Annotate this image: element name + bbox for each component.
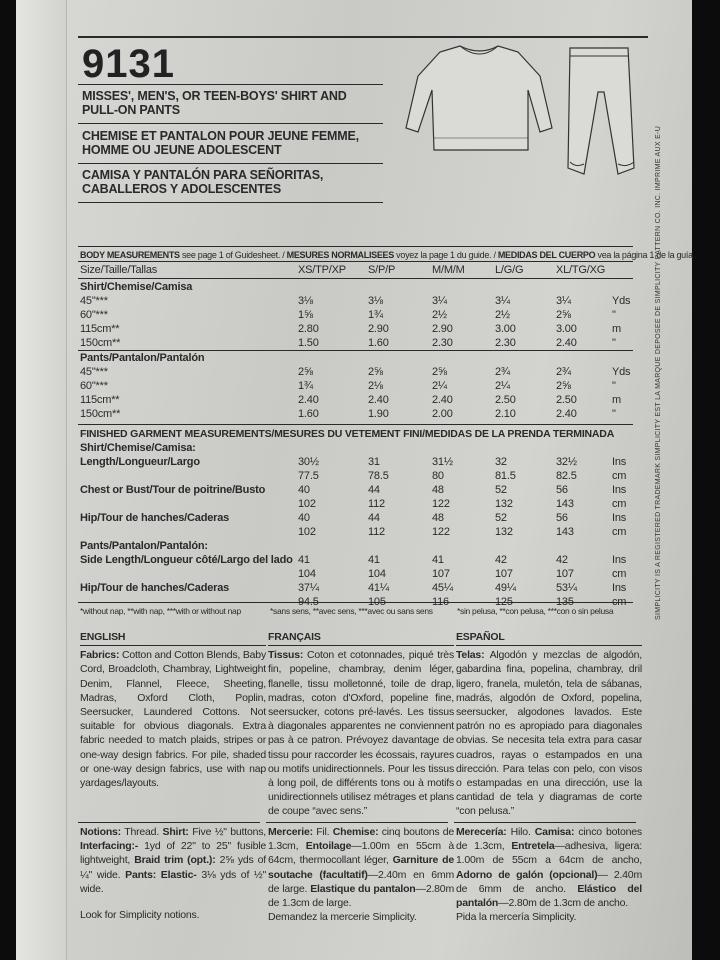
cell-value: 3⅛ (298, 295, 313, 307)
cell-value: 3⅛ (368, 295, 383, 307)
cell-value: 30½ (298, 456, 319, 468)
text-segment: 1yd of 22" to 25" fusible lightweight, (80, 840, 266, 867)
cell-value: 44 (368, 512, 380, 524)
heading-bold: MESURES NORMALISEES (286, 250, 394, 260)
bold-term: Adorno de galón (opcional) (456, 868, 598, 881)
text-segment: Hilo. (506, 826, 535, 838)
cell-value: 40 (298, 512, 310, 524)
size-label: Size/Taille/Tallas (80, 264, 158, 276)
text-segment: Fil. (312, 826, 333, 838)
unit-label: cm (612, 498, 627, 510)
text-segment: —2.80m de 1.3cm de large. (268, 882, 454, 910)
row-label: 45"*** (80, 366, 108, 378)
cell-value: 41 (298, 554, 310, 566)
cell-value: 2.40 (556, 408, 577, 420)
cell-value: 45¼ (432, 582, 453, 594)
row-label: Hip/Tour de hanches/Caderas (80, 512, 230, 524)
section-title: Shirt/Chemise/Camisa (80, 281, 193, 293)
bold-term: Braid trim (opt.): (134, 854, 216, 867)
cell-value: 3¼ (432, 295, 447, 307)
cell-value: 2.40 (298, 394, 319, 406)
unit-label: m (612, 323, 621, 335)
finished-heading: FINISHED GARMENT MEASUREMENTS/MESURES DU VETEMENT FINI/MEDIDAS DE LA PRENDA TERMINADA (80, 428, 615, 440)
cell-value: 31 (368, 456, 380, 468)
cell-value: 81.5 (495, 470, 516, 482)
text-segment: —2.40m en 6mm de large. (268, 868, 454, 895)
text-segment: 3⅛ yds of ½" wide. (80, 868, 267, 895)
body-measurements-heading (80, 250, 695, 260)
unit-label: Ins (612, 456, 627, 468)
unit-label: cm (612, 526, 627, 538)
unit-label: Yds (612, 295, 631, 307)
cell-value: 2.40 (368, 394, 389, 406)
cell-value: 112 (368, 498, 385, 510)
fabrics-text (80, 648, 266, 790)
cell-value: 3¼ (556, 295, 571, 307)
notions-text (268, 825, 454, 910)
cell-value: 40 (298, 484, 310, 496)
cell-value: 42 (556, 554, 568, 566)
size-m: M/M/M (432, 264, 465, 276)
cell-value: 42 (495, 554, 507, 566)
row-label: 115cm** (80, 394, 120, 406)
divider (78, 424, 633, 425)
pants-illustration (562, 42, 638, 182)
cell-value: 48 (432, 484, 444, 496)
text-segment: — 2.40m de 6mm de ancho. (456, 868, 642, 895)
cell-value: 2.40 (432, 394, 453, 406)
cell-value: 1⅝ (298, 309, 313, 321)
table-row (80, 407, 640, 421)
row-label: 150cm** (80, 408, 121, 420)
cell-value: 2.50 (556, 394, 577, 406)
section-title: Pants/Pantalon/Pantalón (80, 352, 205, 364)
divider (454, 822, 636, 823)
unit-label: " (612, 337, 616, 349)
cell-value: 104 (368, 568, 386, 580)
top-rule (78, 36, 648, 38)
cell-value: 125 (495, 596, 513, 608)
table-row (80, 379, 640, 393)
cell-value: 102 (298, 498, 316, 510)
row-label: Hip/Tour de hanches/Caderas (80, 582, 230, 594)
cell-value: 56 (556, 512, 568, 524)
cell-value: 1.60 (368, 337, 389, 349)
language-heading: ESPAÑOL (456, 630, 642, 646)
cell-value: 102 (298, 526, 316, 538)
cell-value: 2¼ (432, 380, 447, 392)
table-row (80, 525, 640, 539)
cell-value: 94.5 (298, 596, 319, 608)
cell-value: 52 (495, 484, 507, 496)
language-column (80, 630, 266, 790)
cell-value: 3.00 (556, 323, 577, 335)
cell-value: 56 (556, 484, 568, 496)
cell-value: 44 (368, 484, 380, 496)
bold-term: Merecería: (456, 826, 507, 838)
row-label: 115cm** (80, 323, 120, 335)
cell-value: 3.00 (495, 323, 516, 335)
cell-value: 2⅝ (368, 366, 383, 378)
row-label: 60"*** (80, 380, 108, 392)
table-row (80, 469, 640, 483)
notions-column (268, 825, 454, 924)
cell-value: 107 (432, 568, 450, 580)
table-row (80, 553, 640, 567)
divider (78, 278, 633, 279)
cell-value: 78.5 (368, 470, 389, 482)
cell-value: 2⅝ (432, 366, 447, 378)
pattern-number: 9131 (82, 42, 175, 86)
bold-term: Chemise: (332, 826, 379, 838)
fabrics-text (268, 648, 454, 818)
unit-label: " (612, 380, 616, 392)
bold-term: Camisa: (534, 826, 575, 838)
heading-text: vea la página 1 de la guía. (595, 250, 695, 260)
divider (78, 822, 260, 823)
cell-value: 135 (556, 596, 574, 608)
size-l: L/G/G (495, 264, 524, 276)
cell-value: 32½ (556, 456, 577, 468)
table-row (80, 567, 640, 581)
text-segment: Five ½" buttons, (188, 826, 266, 838)
fabrics-text (456, 648, 642, 818)
divider (78, 123, 383, 124)
divider (78, 261, 633, 262)
bold-term: Interfacing:- (80, 840, 139, 853)
heading-bold: BODY MEASUREMENTS (80, 250, 180, 260)
cell-value: 132 (495, 526, 513, 538)
cell-value: 116 (432, 596, 449, 608)
cell-value: 2⅝ (556, 380, 571, 392)
row-label: 45"*** (80, 295, 108, 307)
language-heading: ENGLISH (80, 630, 266, 646)
text-segment: Algodón y mezclas de algodón, gabardina fina, popelina, chambray, dril ligero, franela, muletón, tela de sábanas, madrás, algodón de Oxford, popelina, seersucker, algodones lavados. Este patrón no es apropiado para diagonales obvias. Se necesita tela extra para casar cuadros, rayas o estampados en una dirección. Para telas con pelo, con visos o estampadas en una dirección, use la cantidad de tela y diagramas de corte “con pelusa.” (456, 649, 642, 818)
bold-term: Entretela (511, 840, 555, 853)
table-row (80, 308, 640, 322)
unit-label: " (612, 309, 616, 321)
cell-value: 1.60 (298, 408, 319, 420)
cell-value: 112 (368, 526, 385, 538)
text-segment: Cotton and Cotton Blends, Baby Cord, Broadcloth, Chambray, Lightweight Denim, Flannel, Fleece, Sheeting, Madras, Oxford Cloth, Poplin, Seersucker, Laundered Cottons. Not suitable for obvious diagonals. Extra fabric needed to match plaids, stripes or one-way design fabrics. For pile, shaded or one-way design fabrics, use with nap yardages/layouts. (80, 649, 266, 790)
table-row (80, 336, 640, 350)
cell-value: 2.40 (556, 337, 577, 349)
cell-value: 3¼ (495, 295, 510, 307)
cell-value: 2.80 (298, 323, 319, 335)
bold-term: Tissus: (268, 649, 304, 662)
cell-value: 77.5 (298, 470, 319, 482)
cell-value: 2.90 (368, 323, 389, 335)
divider (78, 84, 383, 85)
cell-value: 41 (432, 554, 444, 566)
bold-term: Elastique du pantalon (310, 882, 416, 895)
cell-value: 41¼ (368, 582, 389, 594)
cell-value: 32 (495, 456, 507, 468)
text-segment: —1.00m en 55cm à 64cm, thermocollant léger, (268, 840, 454, 867)
size-xs: XS/TP/XP (298, 264, 346, 276)
title-spanish: CAMISA Y PANTALÓN PARA SEÑORITAS, CABALLEROS Y ADOLESCENTES (82, 168, 324, 196)
bold-term: Shirt: (162, 826, 189, 838)
text-segment: —2.80m de 1.3cm de ancho. (498, 897, 628, 910)
unit-label: cm (612, 568, 627, 580)
table-row (80, 511, 640, 525)
cell-value: 104 (298, 568, 316, 580)
cell-value: 2¼ (495, 380, 510, 392)
language-column (456, 630, 642, 819)
cell-value: 31½ (432, 456, 453, 468)
trademark-side-text: SIMPLICITY IS A REGISTERED TRADEMARK SIMPLICITY EST LA MARQUE DEPOSEE DE SIMPLICITY PATTERN CO. INC. IMPRIME AUX E-U (655, 125, 662, 620)
row-label: 60"*** (80, 309, 108, 321)
cell-value: 105 (368, 596, 386, 608)
cell-value: 2.10 (495, 408, 516, 420)
bold-term: Telas: (456, 649, 485, 662)
cell-value: 107 (495, 568, 513, 580)
bold-term: Pants: Elastic- (125, 868, 197, 881)
unit-label: Ins (612, 554, 627, 566)
cell-value: 1.50 (298, 337, 319, 349)
cell-value: 2.50 (495, 394, 516, 406)
look-for-notions: Look for Simplicity notions. (80, 909, 200, 922)
look-for-notions: Demandez la mercerie Simplicity. (268, 911, 417, 924)
divider (78, 202, 383, 203)
cell-value: 2.00 (432, 408, 453, 420)
unit-label: Ins (612, 512, 627, 524)
cell-value: 107 (556, 568, 574, 580)
row-label: Chest or Bust/Tour de poitrine/Busto (80, 484, 266, 496)
footnote-french: *sans sens, **avec sens, ***avec ou sans sens (270, 606, 433, 616)
row-label: 150cm** (80, 337, 121, 349)
divider (78, 602, 633, 603)
bold-term: Fabrics: (80, 649, 120, 662)
cell-value: 2½ (495, 309, 510, 321)
cell-value: 37¼ (298, 582, 319, 594)
text-segment: 2⅝ yds of ¼" wide. (80, 854, 266, 881)
text-segment: cinq boutons de 1.3cm, (268, 826, 455, 853)
cell-value: 143 (556, 526, 574, 538)
look-for-notions: Pida la mercería Simplicity. (456, 911, 577, 924)
table-row (80, 497, 640, 511)
bold-term: Garniture de soutache (facultatif) (268, 854, 454, 881)
heading-bold: MEDIDAS DEL CUERPO (497, 250, 596, 260)
cell-value: 132 (495, 498, 513, 510)
size-header-row (80, 263, 640, 277)
cell-value: 1¾ (298, 380, 313, 392)
language-heading: FRANÇAIS (268, 630, 454, 646)
table-row (80, 322, 640, 336)
table-row (80, 365, 640, 379)
unit-label: Ins (612, 582, 627, 594)
cell-value: 53¼ (556, 582, 577, 594)
notions-text (456, 825, 642, 910)
cell-value: 2.30 (495, 337, 516, 349)
row-label: Length/Longueur/Largo (80, 456, 200, 468)
size-xl: XL/TG/XG (556, 264, 606, 276)
footnote-spanish: *sin pelusa, **con pelusa, ***con o sin pelusa (457, 606, 614, 616)
section-title: Pants/Pantalon/Pantalón: (80, 540, 208, 552)
cell-value: 80 (432, 470, 444, 482)
cell-value: 2⅛ (368, 380, 383, 392)
notions-column (456, 825, 642, 924)
cell-value: 2.90 (432, 323, 453, 335)
unit-label: m (612, 394, 621, 406)
cell-value: 82.5 (556, 470, 577, 482)
cell-value: 2.30 (432, 337, 453, 349)
divider (78, 246, 633, 247)
table-row (80, 483, 640, 497)
section-title: Shirt/Chemise/Camisa: (80, 442, 196, 454)
cell-value: 2⅝ (556, 309, 571, 321)
text-segment: —adhesiva, ligera: 1.00m de 55cm a 64cm de ancho, (456, 840, 642, 867)
unit-label: Ins (612, 484, 627, 496)
table-row (80, 294, 640, 308)
text-segment: Thread. (120, 826, 163, 838)
divider (266, 822, 448, 823)
bold-term: Notions: (80, 826, 121, 838)
table-row (80, 455, 640, 469)
cell-value: 2½ (432, 309, 447, 321)
unit-label: " (612, 408, 616, 420)
bold-term: Mercerie: (268, 826, 313, 838)
table-row (80, 393, 640, 407)
cell-value: 2⅝ (298, 366, 313, 378)
title-english: MISSES', MEN'S, OR TEEN-BOYS' SHIRT AND PULL-ON PANTS (82, 89, 347, 117)
cell-value: 2¾ (556, 366, 571, 378)
envelope-flap (16, 0, 67, 960)
cell-value: 143 (556, 498, 574, 510)
heading-text: voyez la page 1 du guide. / (393, 250, 498, 260)
cell-value: 2¾ (495, 366, 510, 378)
bold-term: Elástico del pantalón (456, 882, 642, 910)
row-label: Side Length/Longueur côté/Largo del lado (80, 554, 293, 566)
title-french: CHEMISE ET PANTALON POUR JEUNE FEMME, HOMME OU JEUNE ADOLESCENT (82, 129, 359, 157)
cell-value: 122 (432, 526, 450, 538)
cell-value: 1¾ (368, 309, 383, 321)
language-column (268, 630, 454, 819)
table-row (80, 581, 640, 595)
unit-label: cm (612, 470, 627, 482)
cell-value: 1.90 (368, 408, 389, 420)
cell-value: 41 (368, 554, 380, 566)
cell-value: 49¼ (495, 582, 516, 594)
shirt-illustration (400, 38, 560, 158)
cell-value: 52 (495, 512, 507, 524)
bold-term: Entoilage (305, 840, 352, 853)
notions-text (80, 825, 266, 896)
cell-value: 48 (432, 512, 444, 524)
footnote-english: *without nap, **with nap, ***with or without nap (80, 606, 241, 616)
unit-label: cm (612, 596, 627, 608)
size-s: S/P/P (368, 264, 396, 276)
divider (78, 163, 383, 164)
cell-value: 122 (432, 498, 450, 510)
unit-label: Yds (612, 366, 631, 378)
text-segment: cinco botones de 1.3cm, (456, 826, 642, 853)
notions-column (80, 825, 266, 922)
heading-text: see page 1 of Guidesheet. / (179, 250, 287, 260)
text-segment: Coton et cotonnades, piqué très fin, popeline, chambray, denim léger, flanelle, tissu molletonné, toile de drap, madras, coton d'Oxford, popeline fine, seersucker, cotons pré-lavés. Les tissus à diagonales apparentes ne conviennent pas à ce patron. Prévoyez davantage de tissu pour raccorder les écossais, rayures ou motifs unidirectionnels. Pour les tissus à long poil, de différents tons ou à motifs unidirectionnels utilisez métrages et plans de coupe “avec sens.” (268, 649, 454, 818)
